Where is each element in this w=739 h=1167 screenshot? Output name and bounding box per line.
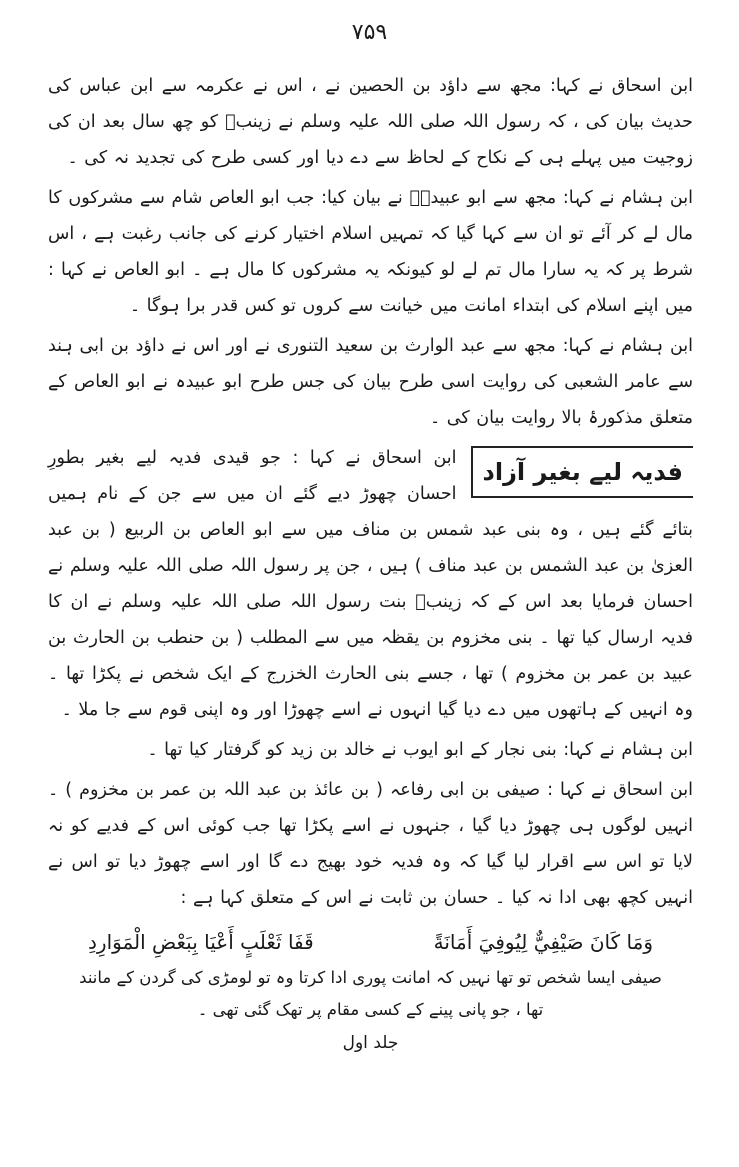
volume-label: جلد اول [342,1033,399,1053]
page-number: ۷۵۹ [351,20,388,45]
paragraph-3: ابن ہشام نے کہا: مجھ سے عبد الوارث بن سعید التنوری نے اور اس نے داؤد بن ابی ہند سے عامر الشعبی کی روایت اسی طرح بیان کی جس طرح ابو عبیدہ نے ابو العاص کے متعلق مذکورۂ بالا روایت بیان کی ۔ [48,336,693,428]
paragraph-5: ابن اسحاق نے کہا : صیفی بن ابی رفاعہ ( بن عائذ بن عبد اللہ بن عمر بن مخزوم ) ۔ انہیں لوگوں ہی چھوڑ دیا گیا ، جنہوں نے اسے پکڑا تھا جب کوئی اس کے فدیے کو نہ لایا تو اس سے اقرار لیا گیا کہ وہ فدیہ خود بھیج دے گا اور اسے چھوڑ دیا تو اس نے انہیں کچھ بھی ادا نہ کیا ۔ حسان بن ثابت نے اس کے متعلق کہا ہے : [48,780,693,908]
verse-second-hemistich: قَفَا ثَعْلَبٍ أَعْيَا بِبَعْضِ الْمَوَارِدِ [88,930,314,954]
paragraph-2: ابن ہشام نے کہا: مجھ سے ابو عبیدہؒ نے بیان کیا: جب ابو العاص شام سے مشرکوں کا مال لے کر آئے تو ان سے کہا گیا کہ تمہیں اسلام اختیار کرنے کی جانب رغبت ہے ، اس شرط پر کہ یہ سارا مال تم لے لو کیونکہ یہ مشرکوں کا مال ہے ۔ ابو العاص نے کہا : میں اپنے اسلام کی ابتداء امانت میں خیانت سے کروں تو کس قدر برا ہوگا ۔ [48,188,693,316]
poem-verse [48,920,693,962]
verse-translation: صیفی ایسا شخص تو تھا نہیں کہ امانت پوری ادا کرتا وہ تو لومڑی کی گردن کے مانند تھا ، جو پانی پینے کے کسی مقام پر تھک گئی تھی ۔ [79,968,662,1019]
section-heading: فدیہ لیے بغیر آزاد [471,446,693,498]
paragraph-1: ابن اسحاق نے کہا: مجھ سے داؤد بن الحصین نے ، اس نے عکرمہ سے ابن عباس کی حدیث بیان کی ، کہ رسول اللہ صلی اللہ علیہ وسلم نے زینبؓ کو چھ سال بعد ان کی زوجیت میں پہلے ہی کے نکاح کے لحاظ سے دے دیا اور کسی طرح کی تجدید نہ کی ۔ [48,76,693,168]
paragraph-4: ابن ہشام نے کہا: بنی نجار کے ابو ایوب نے خالد بن زید کو گرفتار کیا تھا ۔ [147,740,693,760]
verse-first-hemistich: وَمَا كَانَ صَيْفِيٌّ لِيُوفِيَ أَمَانَةً [433,930,653,954]
section-block [48,440,693,728]
section-paragraph: ابن اسحاق نے کہا : جو قیدی فدیہ لیے بغیر بطورِ احسان چھوڑ دیے گئے ان میں سے جن کے نام ہمیں بتائے گئے ہیں ، وہ بنی عبد شمس بن مناف میں سے ابو العاص بن الربیع ( بن عبد العزیٰ بن عبد الشمس بن عبد مناف ) ہیں ، جن پر رسول اللہ صلی اللہ علیہ وسلم نے احسان فرمایا بعد اس کے کہ زینبؓ بنت رسول اللہ صلی اللہ علیہ وسلم نے ان کا فدیہ ارسال کیا تھا ۔ بنی مخزوم بن یقظہ میں سے المطلب ( بن حنطب بن الحارث بن عبید بن عمر بن مخزوم ) تھا ، جسے بنی الحارث الخزرج کے ایک شخص نے پکڑا تھا ۔ وہ انہیں کے ہاتھوں میں دے دیا گیا انہوں نے اسے چھوڑا اور وہ اپنی قوم سے جا ملا ۔ [48,448,693,720]
